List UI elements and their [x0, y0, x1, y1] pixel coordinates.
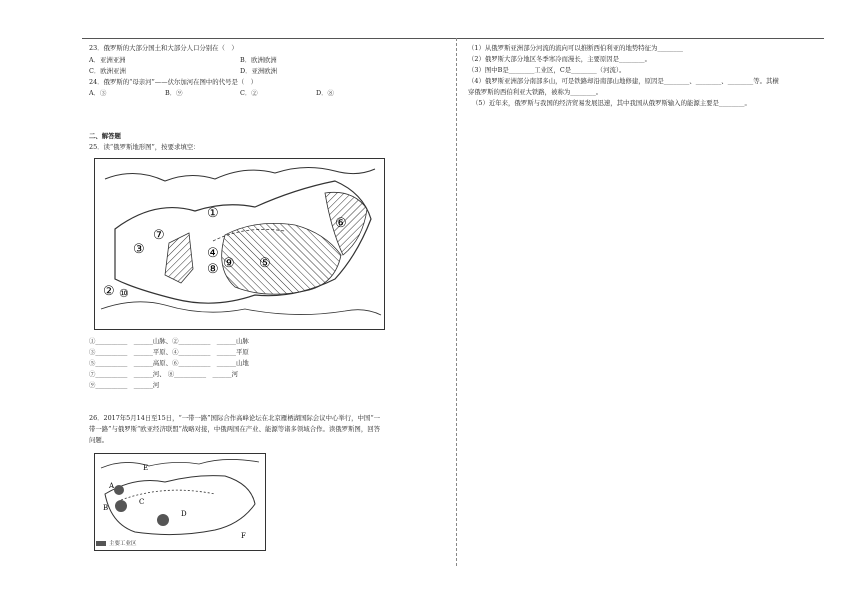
industry-area-b [115, 500, 127, 512]
map-label-d: D [181, 510, 187, 518]
map-label-b: B [103, 504, 109, 512]
q23-stem: 23．俄罗斯的大部分国土和大部分人口分别在（ ） [89, 44, 238, 52]
map-label-10: ⑩ [119, 287, 129, 300]
q23-option-a: A．亚洲亚洲 [89, 56, 126, 64]
map-label-4: ④ [207, 246, 219, 261]
right-line-3: （3）图中B是________工业区，C是________（河流）。 [468, 66, 626, 74]
map-label-e: E [143, 464, 149, 472]
q24-option-b: B．⑨ [165, 89, 183, 97]
map-label-8: ⑧ [207, 262, 219, 277]
legend-swatch [96, 541, 106, 546]
map-legend [96, 541, 137, 548]
q25-fill-3: ⑤__________ ______高原、⑥__________ ______山地 [89, 359, 249, 367]
map-label-3: ③ [133, 242, 145, 257]
russia-outline [105, 476, 255, 535]
hatched-region-central [222, 223, 341, 294]
right-line-4: （4）俄罗斯亚洲部分南部多山，可是铁路却沿南部山地修建，原因是________、________、________等。其横 [468, 77, 779, 85]
right-line-5: 穿俄罗斯的西伯利亚大铁路，被称为________。 [468, 88, 603, 96]
q23-option-c: C．欧洲亚洲 [89, 67, 126, 75]
q26-stem-line1: 26．2017年5月14日至15日，“一带一路”国际合作高峰论坛在北京雁栖湖国际会议中心举行，中国“一 [89, 414, 380, 422]
q26-stem-line3: 问题。 [89, 436, 109, 444]
right-line-1: （1）从俄罗斯亚洲部分河流的流向可以推断西伯利亚的地势特征为________ [468, 44, 683, 52]
map-label-a: A [109, 482, 115, 490]
coastline-north [105, 167, 375, 181]
column-divider [456, 38, 457, 566]
map-label-1: ① [207, 206, 219, 221]
map-label-9: ⑨ [223, 256, 235, 271]
map-label-c: C [139, 498, 145, 506]
section-heading: 二、解答题 [89, 132, 121, 140]
right-line-2: （2）俄罗斯大部分地区冬季寒冷而漫长，主要原因是________。 [468, 55, 652, 63]
q24-stem: 24．俄罗斯的“母亲河”——伏尔加河在图中的代号是（ ） [89, 78, 258, 86]
q24-option-c: C．② [240, 89, 258, 97]
q23-option-b: B．欧洲欧洲 [240, 56, 277, 64]
header-rule [82, 38, 824, 39]
coastline-south [101, 302, 381, 315]
industry-area-c [157, 514, 169, 526]
q24-option-a: A．③ [89, 89, 107, 97]
q26-stem-line2: 带一路”与俄罗斯“欧亚经济联盟”战略对接，中俄两国在产业、能源等诸多领域合作。读俄罗斯图，回答 [89, 425, 380, 433]
q25-fill-4: ⑦__________ ______河、 ⑧__________ ______河 [89, 370, 239, 378]
russia-terrain-map [94, 158, 385, 330]
hatched-region-west [165, 233, 193, 283]
industry-area-a [114, 485, 124, 495]
q25-stem: 25．读“俄罗斯地形图”，按要求填空： [89, 143, 200, 151]
right-line-6: （5）近年来，俄罗斯与我国的经济贸易发展迅速，其中我国从俄罗斯输入的能源主要是________。 [472, 99, 751, 107]
legend-label: 主要工业区 [109, 541, 137, 547]
q25-fill-1: ①__________ ______山脉、②__________ ______山脉 [89, 337, 249, 345]
q25-fill-2: ③__________ ______平原、④__________ ______平原 [89, 348, 249, 356]
map-label-f: F [241, 532, 246, 540]
russia-industry-map [94, 453, 266, 551]
map-label-5: ⑤ [259, 256, 271, 271]
map-label-6: ⑥ [335, 216, 347, 231]
map-label-7: ⑦ [153, 228, 165, 243]
q24-option-d: D．⑧ [316, 89, 334, 97]
russia-terrain-map-drawing [95, 159, 384, 329]
coastline-north [101, 459, 259, 468]
map-label-2: ② [103, 284, 115, 299]
railway-line [121, 490, 215, 500]
q25-fill-5: ⑨__________ ______河 [89, 381, 160, 389]
q23-option-d: D．亚洲欧洲 [240, 67, 278, 75]
russia-industry-map-drawing [95, 454, 265, 550]
